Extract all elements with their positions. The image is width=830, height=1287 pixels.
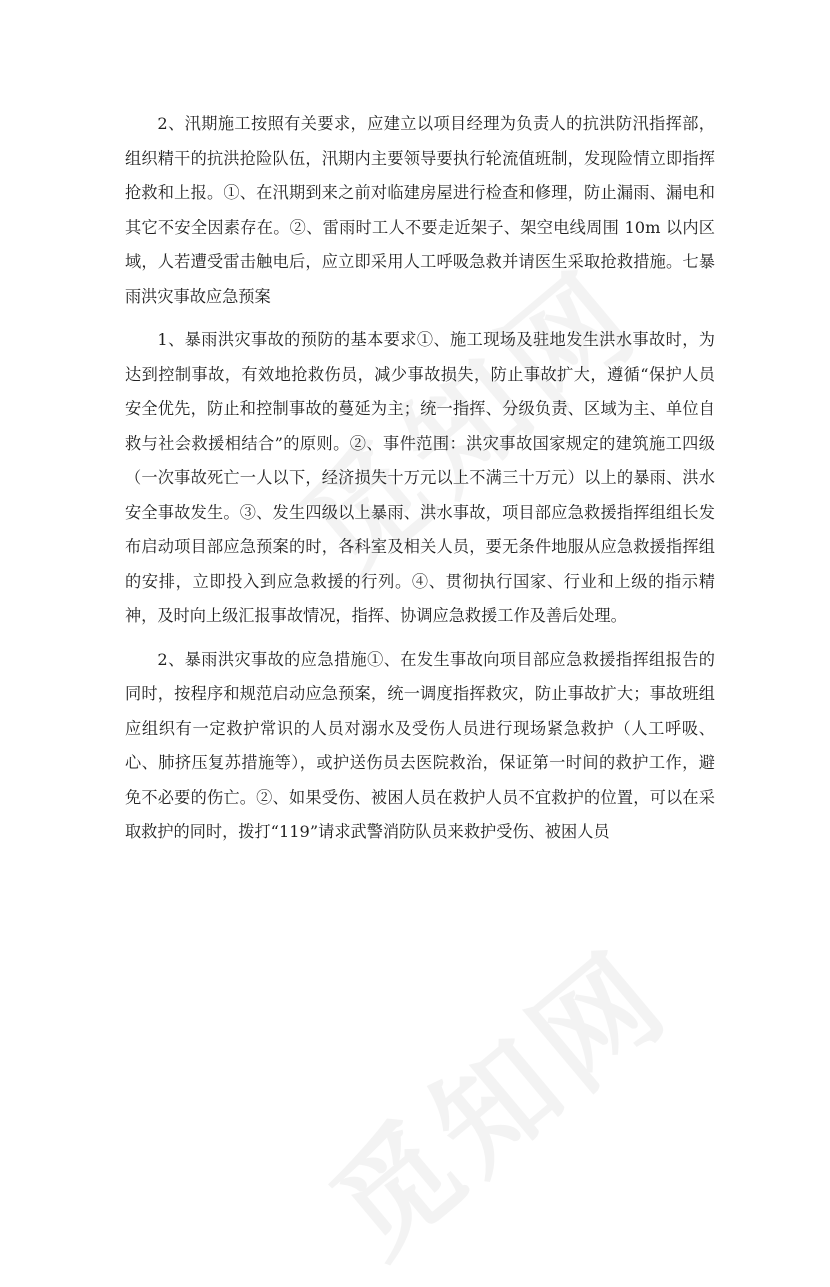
paragraph-flood-season: 2、汛期施工按照有关要求，应建立以项目经理为负责人的抗洪防汛指挥部，组织精干的抗洪抢险队伍，汛期内主要领导要执行轮流值班制，发现险情立即指挥抢救和上报。①、在汛期到来之前对临建房屋进行检查和修理，防止漏雨、漏电和其它不安全因素存在。②、雷雨时工人不要走近架子、架空电线周围 10m 以内区域，人若遭受雷击触电后，应立即采用人工呼吸急救并请医生采取抢救措施。七暴雨洪灾事故应急预案 — [125, 114, 715, 306]
watermark — [290, 905, 699, 1287]
paragraph-prevention-requirements: 1、暴雨洪灾事故的预防的基本要求①、施工现场及驻地发生洪水事故时，为达到控制事故，有效地抢救伤员，减少事故损失，防止事故扩大，遵循“保护人员安全优先，防止和控制事故的蔓延为主；统一指挥、分级负责、区域为主、单位自救与社会救援相结合”的原则。②、事件范围：洪灾事故国家规定的建筑施工四级（一次事故死亡一人以下，经济损失十万元以上不满三十万元）以上的暴雨、洪水安全事故发生。③、发生四级以上暴雨、洪水事故，项目部应急救援指挥组组长发布启动项目部应急预案的时，各科室及相关人员，要无条件地服从应急救援指挥组的安排，立即投入到应急救援的行列。④、贯彻执行国家、行业和上级的指示精神，及时向上级汇报事故情况，指挥、协调应急救援工作及善后处理。 — [125, 330, 715, 625]
document-body — [125, 107, 715, 850]
paragraph-emergency-measures: 2、暴雨洪灾事故的应急措施①、在发生事故向项目部应急救援指挥组报告的同时，按程序和规范启动应急预案，统一调度指挥救灾，防止事故扩大；事故班组应组织有一定救护常识的人员对溺水及受伤人员进行现场紧急救护（人工呼吸、心、肺挤压复苏措施等），或护送伤员去医院救治，保证第一时间的救护工作，避免不必要的伤亡。②、如果受伤、被困人员在救护人员不宜救护的位置，可以在采取救护的同时，拨打“119”请求武警消防队员来救护受伤、被困人员 — [125, 649, 715, 841]
